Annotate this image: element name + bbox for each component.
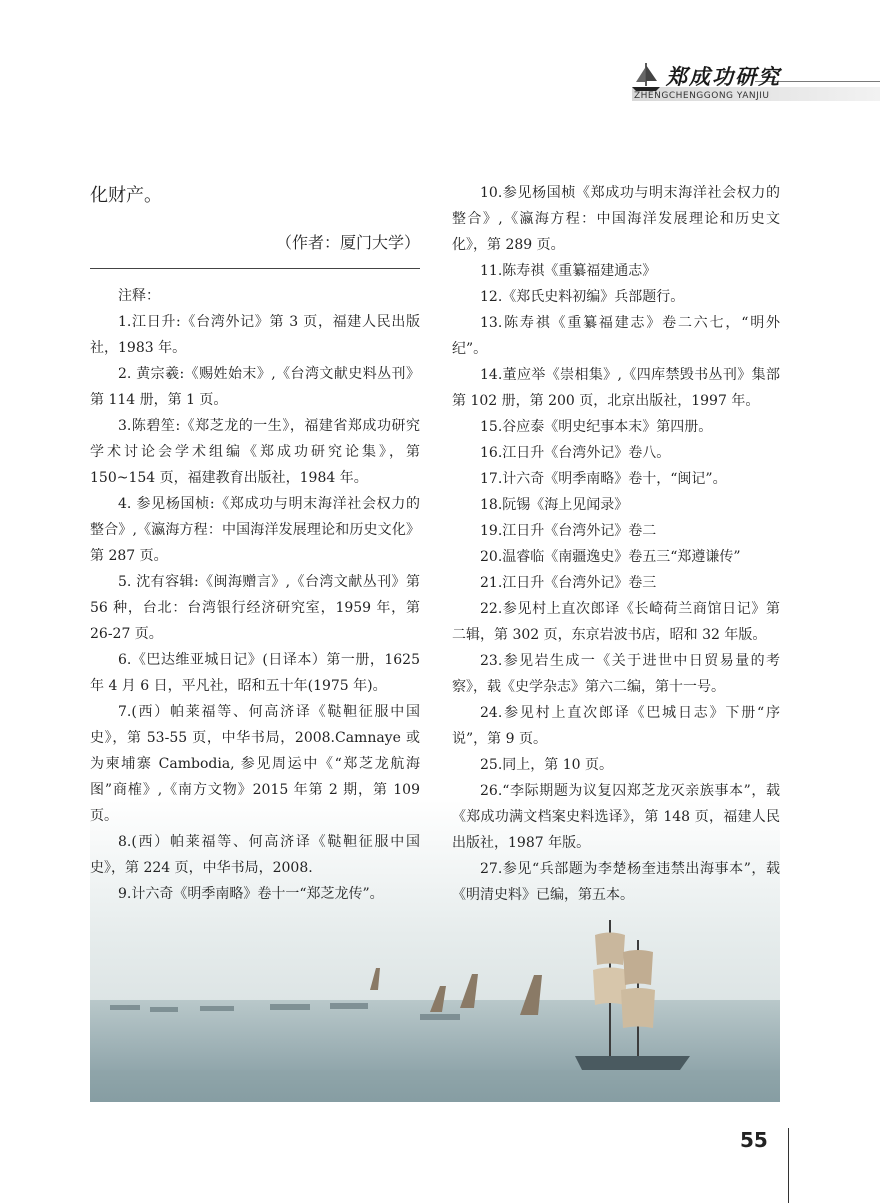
- left-column: [90, 180, 420, 907]
- page-number-rule: [788, 1128, 789, 1203]
- note-3: 3.陈碧笙:《郑芝龙的一生》，福建省郑成功研究学术讨论会学术组编《郑成功研究论集》，第 150~154 页，福建教育出版社，1984 年。: [90, 418, 420, 486]
- note-23: 23.参见岩生成一《关于进世中日贸易量的考察》，载《史学杂志》第六二编，第十一号。: [452, 653, 780, 695]
- note-25: 25.同上，第 10 页。: [480, 757, 613, 773]
- note-12: 12.《郑氏史料初编》兵部题行。: [480, 289, 685, 305]
- journal-subtitle: ZHENGCHENGGONG YANJIU: [634, 91, 770, 101]
- page-number: 55: [740, 1128, 768, 1152]
- notes-divider: [90, 268, 420, 269]
- note-2: 2. 黄宗羲:《赐姓始末》,《台湾文献史料丛刊》第 114 册，第 1 页。: [90, 366, 420, 408]
- note-11: 11.陈寿祺《重纂福建通志》: [480, 263, 657, 279]
- ship-logo-icon: [628, 59, 664, 95]
- journal-title: 郑成功研究: [666, 64, 781, 89]
- note-7: 7.(西）帕莱福等、何高济译《鞑靼征服中国史》，第 53-55 页，中华书局，2008.Camnaye 或为柬埔寨 Cambodia, 参见周运中《“郑芝龙航海图”商榷》,《南方文物》2015 年第 2 期，第 109 页。: [90, 704, 420, 824]
- note-8: 8.(西）帕莱福等、何高济译《鞑靼征服中国史》，第 224 页，中华书局，2008.: [90, 834, 420, 876]
- right-column: [452, 180, 780, 908]
- note-4: 4. 参见杨国桢:《郑成功与明末海洋社会权力的整合》,《瀛海方程：中国海洋发展理论和历史文化》第 287 页。: [90, 496, 420, 564]
- note-22: 22.参见村上直次郎译《长崎荷兰商馆日记》第二辑，第 302 页，东京岩波书店，昭和 32 年版。: [452, 601, 780, 643]
- note-10: 10.参见杨国桢《郑成功与明末海洋社会权力的整合》,《瀛海方程：中国海洋发展理论和历史文化》，第 289 页。: [452, 185, 780, 253]
- note-18: 18.阮锡《海上见闻录》: [480, 497, 629, 513]
- note-17: 17.计六奇《明季南略》卷十，“闽记”。: [480, 471, 727, 487]
- note-26: 26.“李际期题为议复囚郑芝龙灭亲族事本”，载《郑成功满文档案史料选译》，第 148 页，福建人民出版社，1987 年版。: [452, 783, 780, 851]
- note-1: 1.江日升:《台湾外记》第 3 页，福建人民出版社，1983 年。: [90, 314, 420, 356]
- note-24: 24.参见村上直次郎译《巴城日志》下册“序说”，第 9 页。: [452, 705, 780, 747]
- note-15: 15.谷应泰《明史纪事本末》第四册。: [480, 419, 713, 435]
- journal-header: [600, 55, 880, 115]
- notes-heading: 注释：: [118, 288, 160, 304]
- note-27: 27.参见“兵部题为李楚杨奎违禁出海事本”，载《明清史料》已编，第五本。: [452, 861, 780, 903]
- note-6: 6.《巴达维亚城日记》(日译本）第一册，1625 年 4 月 6 日，平凡社，昭和五十年(1975 年)。: [90, 652, 420, 694]
- note-5: 5. 沈有容辑:《闽海赠言》,《台湾文献丛刊》第 56 种，台北：台湾银行经济研究室，1959 年，第 26-27 页。: [90, 574, 420, 642]
- note-16: 16.江日升《台湾外记》卷八。: [480, 445, 671, 461]
- note-20: 20.温睿临《南疆逸史》卷五三“郑遵谦传”: [480, 549, 741, 565]
- note-19: 19.江日升《台湾外记》卷二: [480, 523, 657, 539]
- article-closing-text: 化财产。: [90, 185, 162, 206]
- author-affiliation: （作者：厦门大学）: [275, 233, 420, 252]
- note-9: 9.计六奇《明季南略》卷十一“郑芝龙传”。: [118, 886, 384, 902]
- note-13: 13.陈寿祺《重纂福建志》卷二六七，“明外纪”。: [452, 315, 780, 357]
- note-14: 14.董应举《崇相集》,《四库禁毁书丛刊》集部第 102 册，第 200 页，北京出版社，1997 年。: [452, 367, 780, 409]
- note-21: 21.江日升《台湾外记》卷三: [480, 575, 657, 591]
